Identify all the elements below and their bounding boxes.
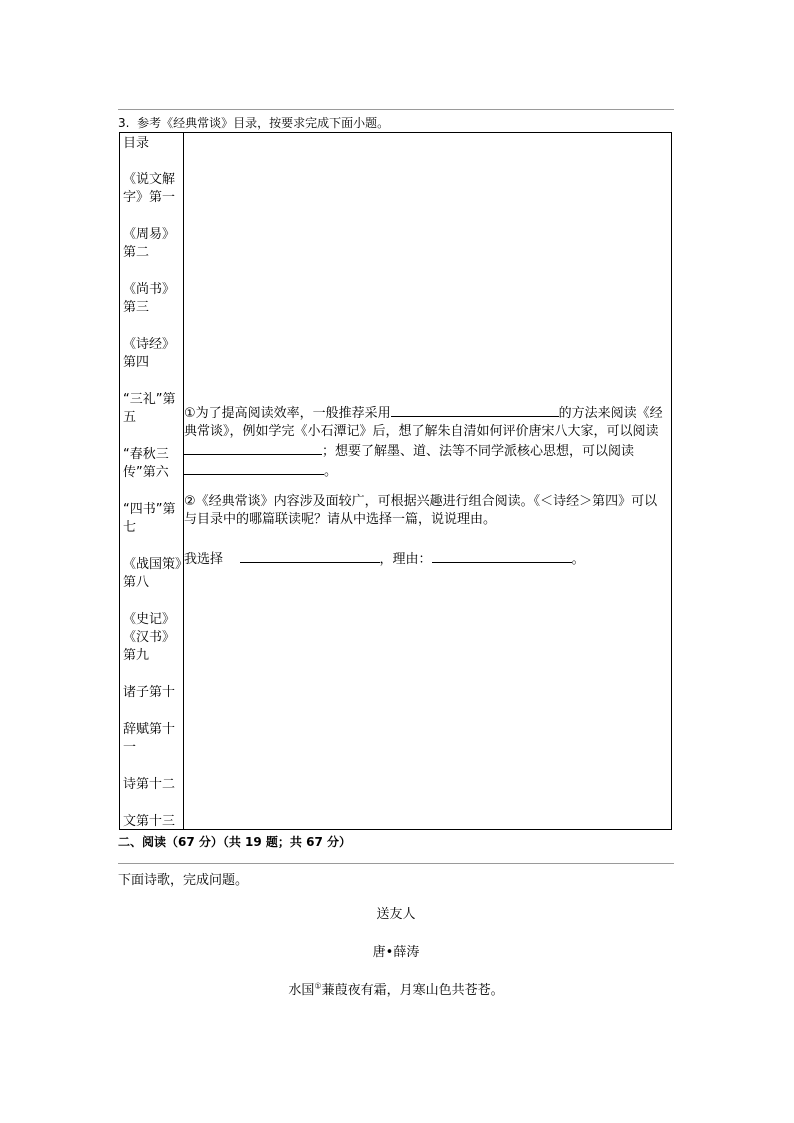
poem-instruction: 下面诗歌，完成问题。 <box>118 873 249 888</box>
reason-end: 。 <box>571 552 585 567</box>
question-text: 参考《经典常谈》目录，按要求完成下面小题。 <box>137 116 390 130</box>
poem-line-1-start: 水国 <box>288 983 315 998</box>
q1-text-a: ①为了提高阅读效率，一般推荐采用 <box>184 406 391 421</box>
toc-item: 文第十三 <box>123 814 176 829</box>
toc-heading: 目录 <box>123 136 150 151</box>
toc-item: 《战国策》第八 <box>123 557 182 590</box>
top-divider <box>118 109 674 110</box>
q1-text-d: 。 <box>324 464 338 479</box>
toc-item: 《尚书》第三 <box>123 282 176 315</box>
question-number: 3. <box>118 116 130 130</box>
toc-item: “四书”第七 <box>123 502 176 535</box>
answer-blank[interactable] <box>391 403 559 417</box>
toc-item: 诸子第十 <box>123 685 176 700</box>
toc-item: 《史记》《汉书》第九 <box>123 612 176 663</box>
toc-item: 诗第十二 <box>123 777 176 792</box>
toc-item: 《诗经》第四 <box>123 337 176 370</box>
answer-blank[interactable] <box>184 461 324 475</box>
poem-line-1 <box>118 982 674 1000</box>
toc-column <box>123 135 183 850</box>
reason-label: ，理由： <box>379 552 432 567</box>
toc-item: 《周易》第二 <box>123 227 176 260</box>
question-table <box>119 132 672 830</box>
poem-title: 送友人 <box>376 907 416 922</box>
poem-line-1-end: 蒹葭夜有霜，月寒山色共苍苍。 <box>321 983 504 998</box>
toc-item: “三礼”第五 <box>123 392 176 425</box>
subquestion-2: ②《经典常谈》内容涉及面较广，可根据兴趣进行组合阅读。《＜诗经＞第四》可以与目录中的哪篇联读呢？请从中选择一篇，说说理由。 <box>184 494 658 527</box>
choice-label: 我选择 <box>184 552 224 567</box>
section-divider <box>118 863 674 864</box>
toc-item: 辞赋第十一 <box>123 722 176 755</box>
column-divider <box>183 133 184 829</box>
subquestion-2-answer <box>184 549 666 569</box>
q1-text-b: 的方法来阅读《经典常谈》，例如学完《小石潭记》后，想了解朱自清如何评价唐宋八大家，可以阅读 <box>184 406 663 439</box>
q1-text-c: ；想要了解墨、道、法等不同学派核心思想，可以阅读 <box>322 444 635 459</box>
choice-blank[interactable] <box>240 549 380 563</box>
footnote-marker: ① <box>314 981 322 991</box>
subquestion-1 <box>184 403 666 481</box>
section-heading: 二、阅读（67 分）（共 19 题；共 67 分） <box>118 835 351 849</box>
reason-blank[interactable] <box>432 549 572 563</box>
toc-item: “春秋三传”第六 <box>123 447 169 480</box>
toc-item: 《说文解字》第一 <box>123 172 176 205</box>
question-title <box>118 115 389 131</box>
poem-author: 唐•薛涛 <box>372 945 420 960</box>
answer-blank[interactable] <box>184 441 322 455</box>
